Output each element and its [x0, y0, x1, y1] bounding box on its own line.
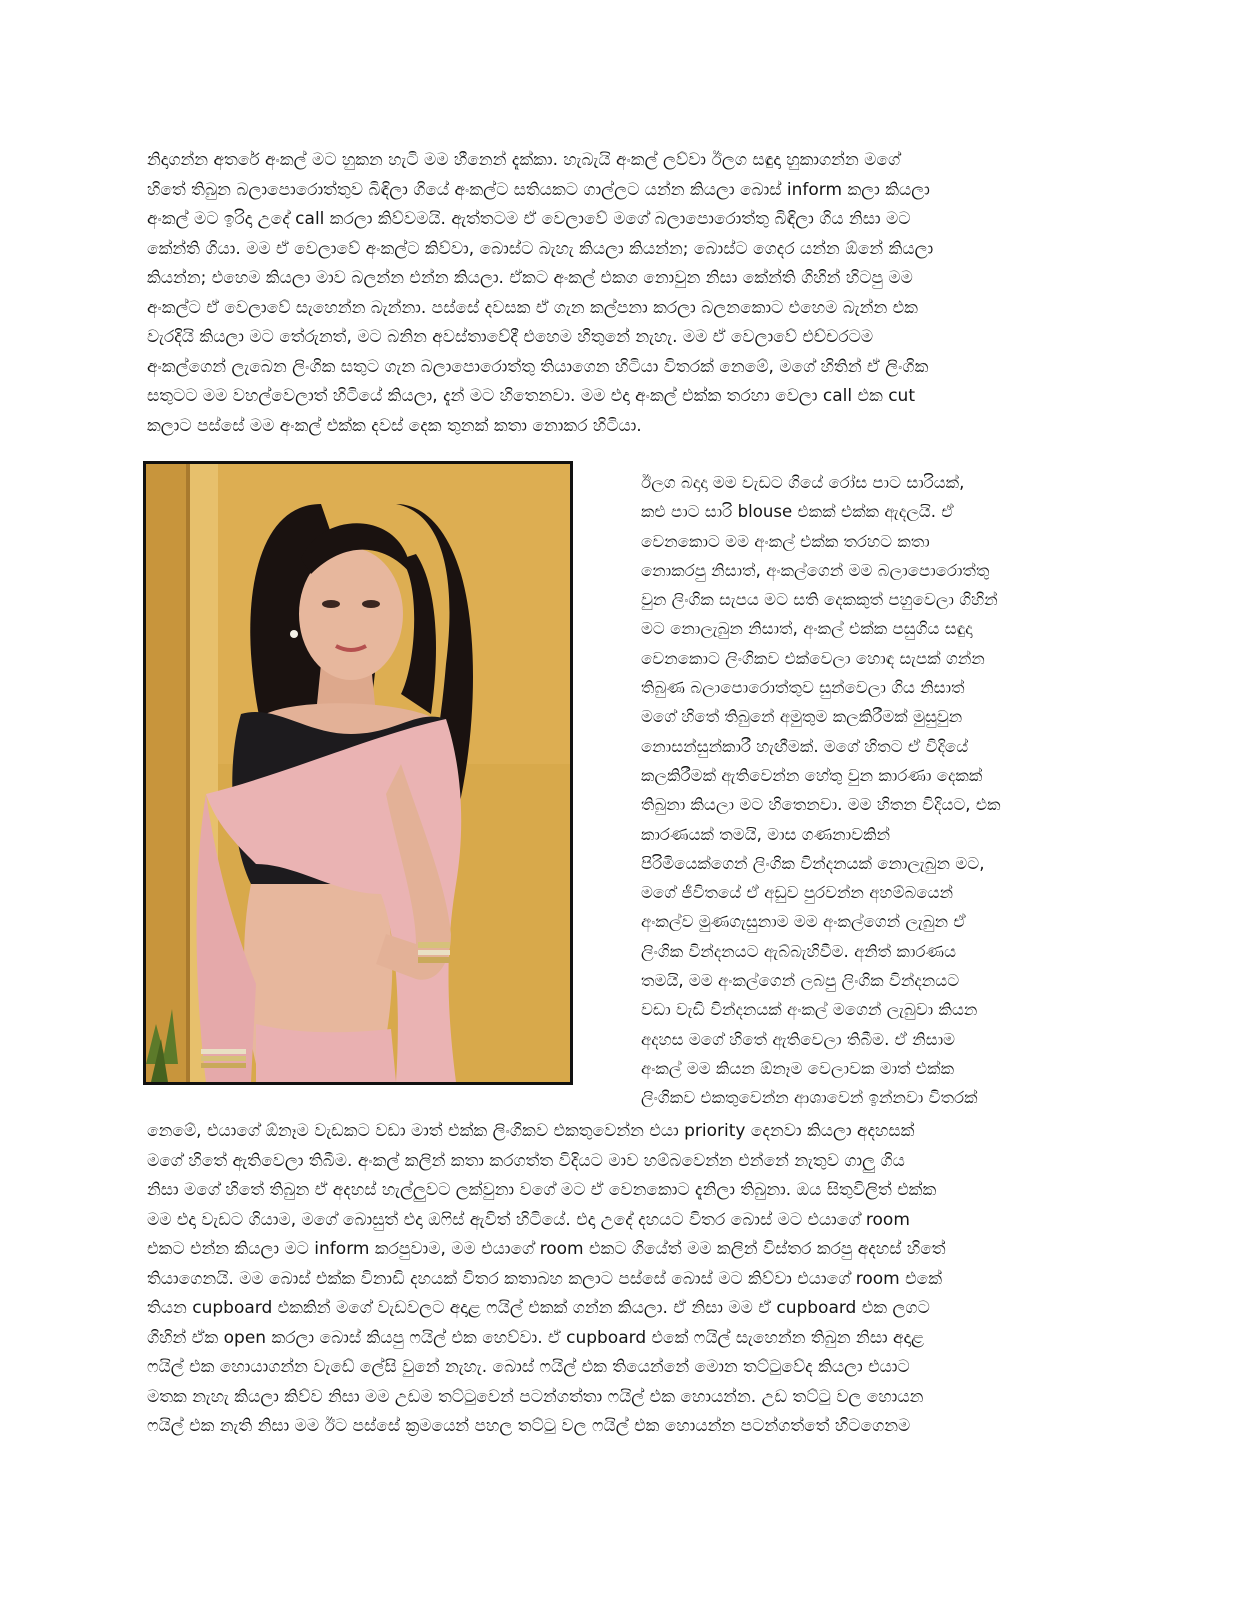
paragraph-side-line: අංකල්ව මුණගැසුනාම මම අංකල්ගෙන් ලැබුන ඒ	[641, 912, 966, 932]
paragraph-bottom-line: ගිහින් ඒක open කරලා බොස් කියපු ෆයිල් එක හෙව්වා. ඒ cupboard එකේ ෆයිල් සැහෙන්න තිබුන නිසා අදාළ	[147, 1327, 925, 1348]
paragraph-top	[147, 146, 1082, 441]
paragraph-bottom-line: තියාගෙනයි. මම බොස් එක්ක විනාඩි දහයක් විතර කතාබහ කලාට පස්සේ බොස් මට කිව්වා එයාගේ room එකේ	[147, 1268, 943, 1289]
paragraph-side-line: මගේ හිතේ තිබුනේ අමුතුම කලකිරීමක් මුසුවුන	[641, 707, 963, 727]
paragraph-bottom-line: මම එදා වැඩට ගියාම, මගේ බොසුත් එදා ඔෆිස් ඇවිත් හිටියේ. එදා උදේ දහයට විතර බොස් මට එයාගේ room	[147, 1209, 910, 1230]
woman-photo-illustration	[146, 464, 570, 1082]
paragraph-bottom-line: ෆයිල් එක හොයාගන්න වැඩේ ලේසි වුනේ නැහැ. බොස් ෆයිල් එක තියෙන්නේ මොන තට්ටුවේද කියලා එයාට	[147, 1357, 910, 1377]
paragraph-side-line: ඊලග බදාදා මම වැඩට ගියේ රෝස පාට සාරියක්,	[641, 473, 965, 492]
paragraph-side-line: වෙනකොට ලිංගිකව එක්වෙලා හොඳ සැපක් ගන්න	[641, 648, 985, 668]
paragraph-top-line: හිතේ තිබුන බලාපොරොත්තුව බිඳිලා ගියේ අංකල්ට සතියකට ගාල්ලට යන්න කියලා බොස් inform කලා කියලා	[147, 179, 930, 200]
paragraph-bottom-line: නිසා මගේ හිතේ තිබුන ඒ අදහස් හැල්ලුවට ලක්වුනා වගේ මට ඒ වෙනකොට දැනිලා තිබුනා. ඔය සිතුවිලිත් එක්ක	[147, 1180, 937, 1200]
woman-photo	[143, 461, 573, 1085]
paragraph-bottom-line: මගේ හිතේ ඇතිවෙලා තිබීම. අංකල් කලින් කතා කරගත්ත විදියට මාව හම්බවෙන්න එන්නේ නැතුව ගාලු ගිය	[147, 1150, 905, 1171]
paragraph-side-line: තිබුනා කියලා මට හිතෙනවා. මම හිතන විදියට, එක	[641, 795, 1001, 815]
paragraph-side-line: කළු පාට සාරි blouse එකක් එක්ක ඇදලයි. ඒ	[641, 502, 954, 522]
paragraph-side-line: අදහස මගේ හිතේ ඇතිවෙලා තිබීම. ඒ නිසාම	[641, 1029, 956, 1049]
paragraph-bottom-line: මතක නැහැ කියලා කිව්ව නිසා මම උඩම තට්ටුවෙන් පටන්ගත්තා ෆයිල් එක හොයන්න. උඩ තට්ටු වල හොයන	[147, 1386, 924, 1407]
paragraph-side-line: කාරණයක් තමයි, මාස ගණනාවකින්	[641, 824, 891, 844]
paragraph-bottom-line: ෆයිල් එක නැති නිසා මම ඊට පස්සේ ක්‍රමයෙන් පහල තට්ටු වල ෆයිල් එක හොයන්න පටන්ගත්තේ හිටගෙනම	[147, 1416, 911, 1436]
paragraph-side-line: වෙනකොට මම අංකල් එක්ක තරහට කතා	[641, 531, 930, 551]
paragraph-bottom-line: එකට එන්න කියලා මට inform කරපුවාම, මම එයාගේ room එකට ගියේත් මම කලින් විස්තර කරපු අදහස් හිතේ	[147, 1239, 946, 1259]
paragraph-top-line: කලාට පස්සේ මම අංකල් එක්ක දවස් දෙක තුනක් කතා නොකර හිටියා.	[147, 415, 642, 436]
paragraph-side-line: කලකිරීමක් ඇතිවෙන්න හේතු වුන කාරණා දෙකක්	[641, 765, 983, 785]
paragraph-side-line: මගේ ජීවිතයේ ඒ අඩුව පුරවන්න අහම්බයෙන්	[641, 883, 954, 903]
paragraph-side-line: තිබුණ බලාපොරොත්තුව සුන්වෙලා ගිය නිසාත්	[641, 678, 965, 698]
paragraph-top-line: අංකල් මට ඉරිදා උදේ call කරලා කිව්වමයි. ඇත්තටම ඒ වෙලාවේ මගේ බලාපොරොත්තු බිඳිලා ගිය නිසා මට	[147, 209, 911, 229]
paragraph-top-line: සතුටට මම වහල්වෙලාත් හිටියේ කියලා, දැන් මට හිතෙනවා. මම එදා අංකල් එක්ක තරහා වෙලා call එක cut	[147, 386, 916, 406]
paragraph-side	[641, 468, 1086, 1113]
paragraph-side-line: නොකරපු නිසාත්, අංකල්ගෙන් මම බලාපොරොත්තු	[641, 560, 990, 580]
paragraph-side-line: වුන ලිංගික සැපය මට සති දෙකකුත් පහුවෙලා ගිහින්	[641, 590, 998, 610]
paragraph-side-line: ලිංගිකව එකතුවෙන්න ආශාවෙන් ඉන්නවා විතරක්	[641, 1088, 978, 1108]
paragraph-side-line: තමයි, මම අංකල්ගෙන් ලබපු ලිංගික වින්දනයට	[641, 971, 960, 991]
paragraph-top-line: අංකල්ගෙන් ලැබෙන ලිංගික සතුට ගැන බලාපොරොත්තු තියාගෙන හිටියා විතරක් නෙමේ, මගේ හිතින් ඒ ලිංගික	[147, 356, 929, 377]
paragraph-side-line: වඩා වැඩි වින්දනයක් අංකල් මගෙන් ලැබුවා කියන	[641, 1000, 978, 1020]
paragraph-top-line: කේන්ති ගියා. මම ඒ වෙලාවේ අංකල්ට කිව්වා, බොස්ට බැහැ කියලා කියන්න; බොස්ට ගෙදර යන්න ඕනේ කියලා	[147, 238, 934, 259]
paragraph-side-line: නොසන්සුන්කාරී හැඟීමක්. මගේ හිතට ඒ විදියේ	[641, 736, 969, 756]
paragraph-side-line: පිරිමියෙක්ගෙන් ලිංගික වින්දනයක් නොලැබුන මට,	[641, 853, 985, 873]
paragraph-side-line: අංකල් මම කියන ඕනෑම වෙලාවක මාත් එක්ක	[641, 1058, 955, 1078]
paragraph-top-line: අංකල්ට ඒ වෙලාවේ සැහෙන්න බැන්නා. පස්සේ දවසක ඒ ගැන කල්පනා කරලා බලනකොට එහෙම බැන්න එක	[147, 297, 918, 318]
paragraph-top-line: කියන්න; එහෙම කියලා මාව බලන්න එන්න කියලා. ඒකට අංකල් එකග නොවුන නිසා කේන්ති ගිහින් හිටපු මම	[147, 268, 913, 288]
paragraph-bottom-line: තියන cupboard එකකින් මගේ වැඩවලට අදාළ ෆයිල් එකක් ගන්න කියලා. ඒ නිසා මම ඒ cupboard එක ලගට	[147, 1298, 930, 1318]
paragraph-bottom-line: නෙමේ, එයාගේ ඕනෑම වැඩකට වඩා මාත් එක්ක ලිංගිකව එකතුවෙන්න එයා priority දෙනවා කියලා අදහසක්	[147, 1121, 915, 1141]
paragraph-side-line: මට නොලැබුන නිසාත්, අංකල් එක්ක පසුගිය සඳුදා	[641, 619, 973, 639]
paragraph-top-line: නිදාගන්න අතරේ අංකල් මට හුකන හැටි මම හීනෙන් දැක්කා. හැබැයි අංකල් ලව්වා ඊලග සඳුදා හුකාගන්න මගේ	[147, 150, 901, 170]
paragraph-bottom	[147, 1117, 1082, 1442]
paragraph-top-line: වැරදියි කියලා මට තේරුනත්, මට බනින අවස්තාවේදී එහෙම හිතුනේ නැහැ. මම ඒ වෙලාවේ එච්චරටම	[147, 327, 874, 347]
paragraph-side-line: ලිංගික වින්දනයට ඇබ්බැහිවීම. අනිත් කාරණය	[641, 941, 957, 961]
